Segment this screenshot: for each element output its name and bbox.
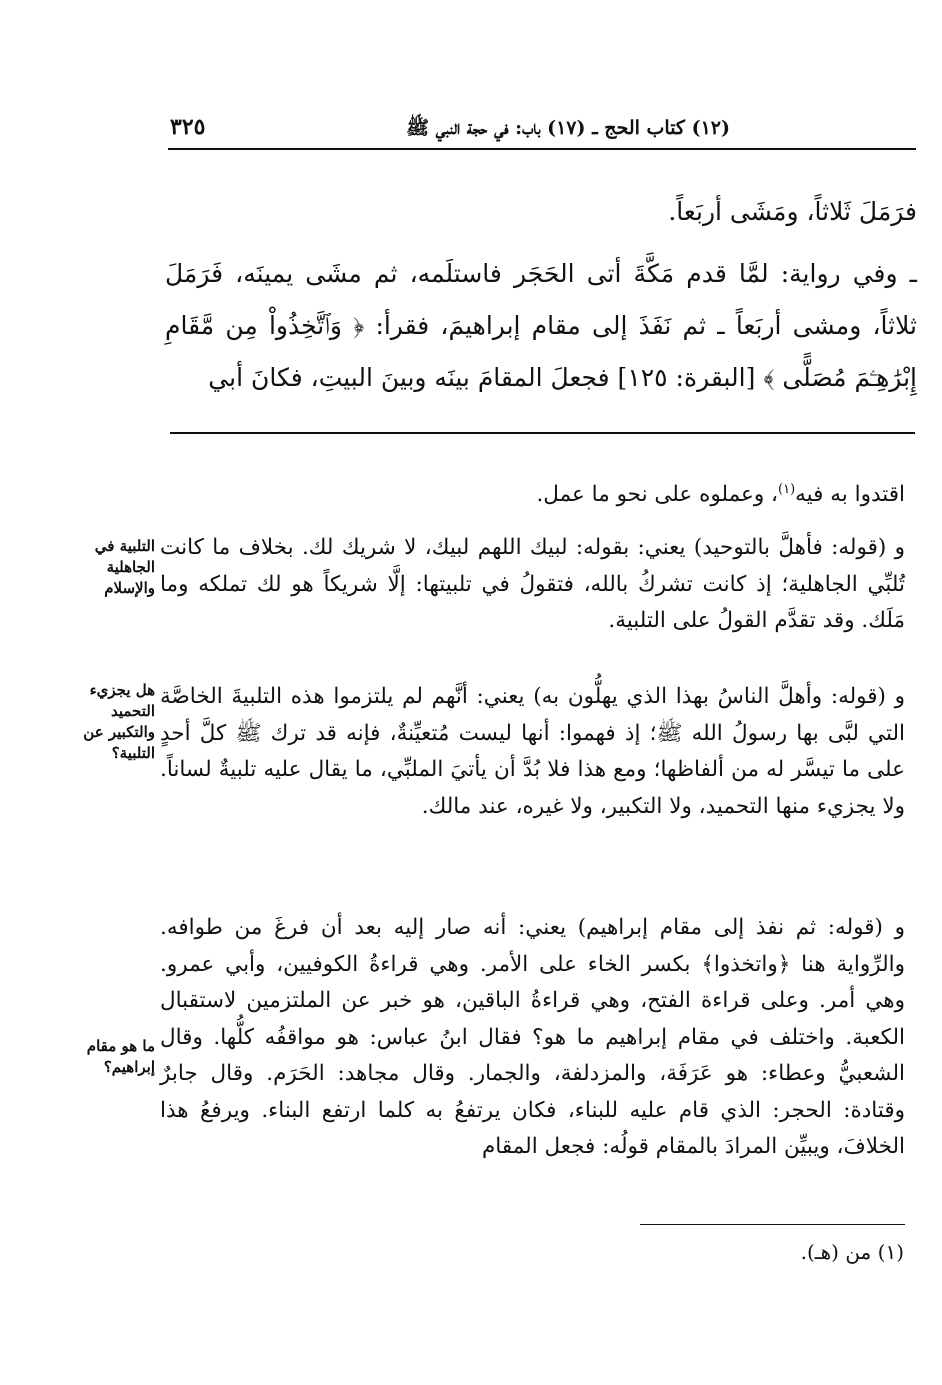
commentary-paragraph-3: و (قوله: وأهلَّ الناسُ بهذا الذي يهلُّون به) يعني: أنَّهم لم يلتزموا هذه التلبيةَ الخاصَّة التي لبَّى بها رسولُ الله ﷺ؛ إذ فهموا: أنها ليست مُتعيِّنةٌ، فإنه قد ترك ﷺ كلَّ أحدٍ على ما تيسَّر له من ألفاظها؛ ومع هذا فلا بُدَّ أن يأتيَ الملبِّي، ما يقال عليه تلبيةٌ لساناً. ولا يجزيء منها التحميد، ولا التكبير، ولا غيره، عند مالك. xyxy=(160,684,905,819)
running-title: (١٢) كتاب الحج ـ (١٧) باب: في حجة النبي ﷺ xyxy=(406,117,730,139)
paragraph-1-text: اقتدوا به فيه xyxy=(795,482,905,508)
commentary-paragraph-1 xyxy=(160,472,905,514)
hadith-line-1: فرَمَلَ ثَلاثاً، ومَشَى أربَعاً. xyxy=(668,197,917,226)
paragraph-1-rest: ، وعملوه على نحو ما عمل. xyxy=(536,482,778,508)
footnote-rule xyxy=(640,1224,905,1225)
page-number: ٣٢٥ xyxy=(170,114,206,140)
footnote-1: (١) من (هـ). xyxy=(800,1240,904,1264)
margin-note-talbiya: التلبية في الجاهلية والإسلام xyxy=(94,537,155,597)
commentary-paragraph-2: و (قوله: فأهلَّ بالتوحيد) يعني: بقوله: لبيك اللهم لبيك، لا شريك لك. بخلاف ما كانت تُلبِّي الجاهلية؛ إذ كانت تشركُ بالله، فتقولُ في تلبيتها: إلَّا شريكاً هو لك تملكه وما مَلَك. وقد تقدَّم القولُ على التلبية. xyxy=(160,535,905,633)
section-divider xyxy=(170,432,915,434)
page-header xyxy=(170,114,915,144)
hadith-paragraph-2: ـ وفي رواية: لمَّا قدم مَكَّةَ أتى الحَجَر فاستلَمه، ثم مشَى يمينَه، فَرَمَلَ ثلاثاً، ومشى أربَعاً ـ ثم نَفَذَ إلى مقام إبراهيمَ، فقرأ: ﴿ وَٱتَّخِذُواْ مِن مَّقَامِ إِبْرَٰهِـۧمَ مُصَلًّى ﴾ [البقرة: ١٢٥] فجعلَ المقامَ بينَه وبينَ البيتِ، فكانَ أبي xyxy=(165,259,917,392)
header-rule xyxy=(168,148,916,150)
footnote-reference[interactable]: (١) xyxy=(778,482,796,497)
margin-note-maqam: ما هو مقام إبراهيم؟ xyxy=(86,1037,155,1076)
margin-note-tahmid: هل يجزيء التحميد والتكبير عن التلبية؟ xyxy=(83,681,155,762)
commentary-paragraph-4: و (قوله: ثم نفذ إلى مقام إبراهيم) يعني: أنه صار إليه بعد أن فرغَ من طوافه. والرِّواية هنا ﴿واتخذوا﴾ بكسر الخاء على الأمر. وهي قراءةُ الكوفيين، وأبي عمرو. وهي أمر. وعلى قراءة الفتح، وهي قراءةُ الباقين، هو خبر عن الملتزمين لاستقبال الكعبة. واختلف في مقام إبراهيم ما هو؟ فقال ابنُ عباس: هو مواقفُه كلُّها. وقال الشعبيُّ وعطاء: هو عَرَفَة، والمزدلفة، والجمار. وقال مجاهد: الحَرَم. وقال جابرٌ وقتادة: الحجر: الذي قام عليه للبناء، فكان يرتفعُ به كلما ارتفع البناء. ويرفعُ هذا الخلافَ، ويبيِّن المرادَ بالمقام قولُه: فجعل المقام xyxy=(160,915,905,1159)
